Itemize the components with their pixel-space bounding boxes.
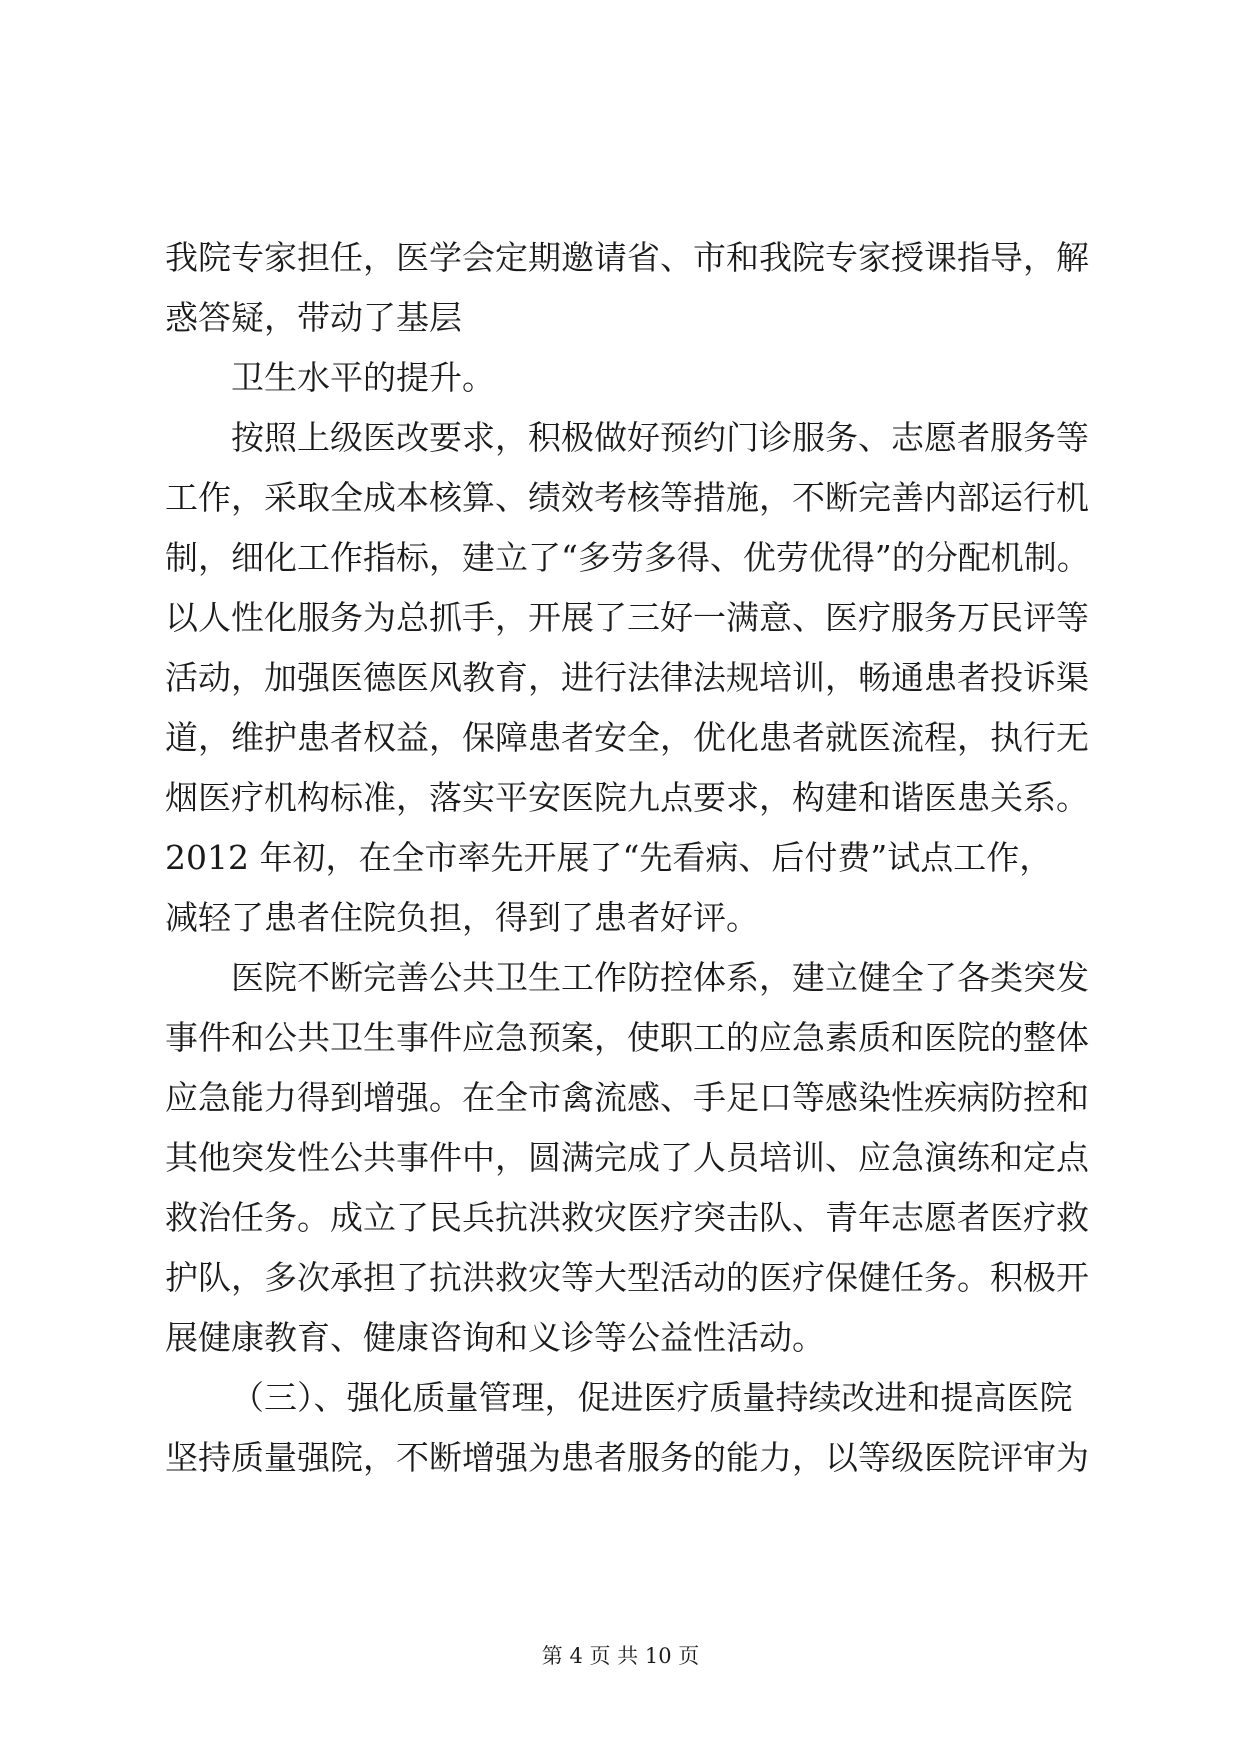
text-line: 以人性化服务为总抓手，开展了三好一满意、医疗服务万民评等: [165, 598, 1089, 637]
text-line: 制，细化工作指标，建立了“多劳多得、优劳优得”的分配机制。: [165, 538, 1090, 577]
page-number-footer: 第 4 页 共 10 页: [541, 1644, 700, 1668]
text-line: 惑答疑，带动了基层: [165, 298, 462, 337]
text-line: 卫生水平的提升。: [231, 358, 495, 397]
text-line: 其他突发性公共事件中，圆满完成了人员培训、应急演练和定点: [165, 1138, 1089, 1177]
text-line: 救治任务。成立了民兵抗洪救灾医疗突击队、青年志愿者医疗救: [165, 1198, 1089, 1237]
text-line: 工作，采取全成本核算、绩效考核等措施，不断完善内部运行机: [165, 478, 1089, 517]
text-line: 坚持质量强院，不断增强为患者服务的能力，以等级医院评审为: [165, 1438, 1089, 1477]
text-line: 减轻了患者住院负担，得到了患者好评。: [165, 898, 759, 937]
text-line: 活动，加强医德医风教育，进行法律法规培训，畅通患者投诉渠: [165, 658, 1089, 697]
text-line: 护队，多次承担了抗洪救灾等大型活动的医疗保健任务。积极开: [165, 1258, 1089, 1297]
text-line: 展健康教育、健康咨询和义诊等公益性活动。: [165, 1318, 825, 1357]
document-body: [165, 228, 1090, 1488]
text-line: 2012 年初，在全市率先开展了“先看病、后付费”试点工作，: [165, 838, 1053, 877]
text-line: 应急能力得到增强。在全市禽流感、手足口等感染性疾病防控和: [165, 1078, 1089, 1117]
text-line: 道，维护患者权益，保障患者安全，优化患者就医流程，执行无: [165, 718, 1089, 757]
text-line: 事件和公共卫生事件应急预案，使职工的应急素质和医院的整体: [165, 1018, 1089, 1057]
text-line: 我院专家担任，医学会定期邀请省、市和我院专家授课指导，解: [165, 238, 1089, 277]
text-line: 医院不断完善公共卫生工作防控体系，建立健全了各类突发: [231, 958, 1089, 997]
text-line: 按照上级医改要求，积极做好预约门诊服务、志愿者服务等: [231, 418, 1089, 457]
text-line: 烟医疗机构标准，落实平安医院九点要求，构建和谐医患关系。: [165, 778, 1089, 817]
section-heading: （三）、强化质量管理，促进医疗质量持续改进和提高医院: [231, 1378, 1073, 1417]
